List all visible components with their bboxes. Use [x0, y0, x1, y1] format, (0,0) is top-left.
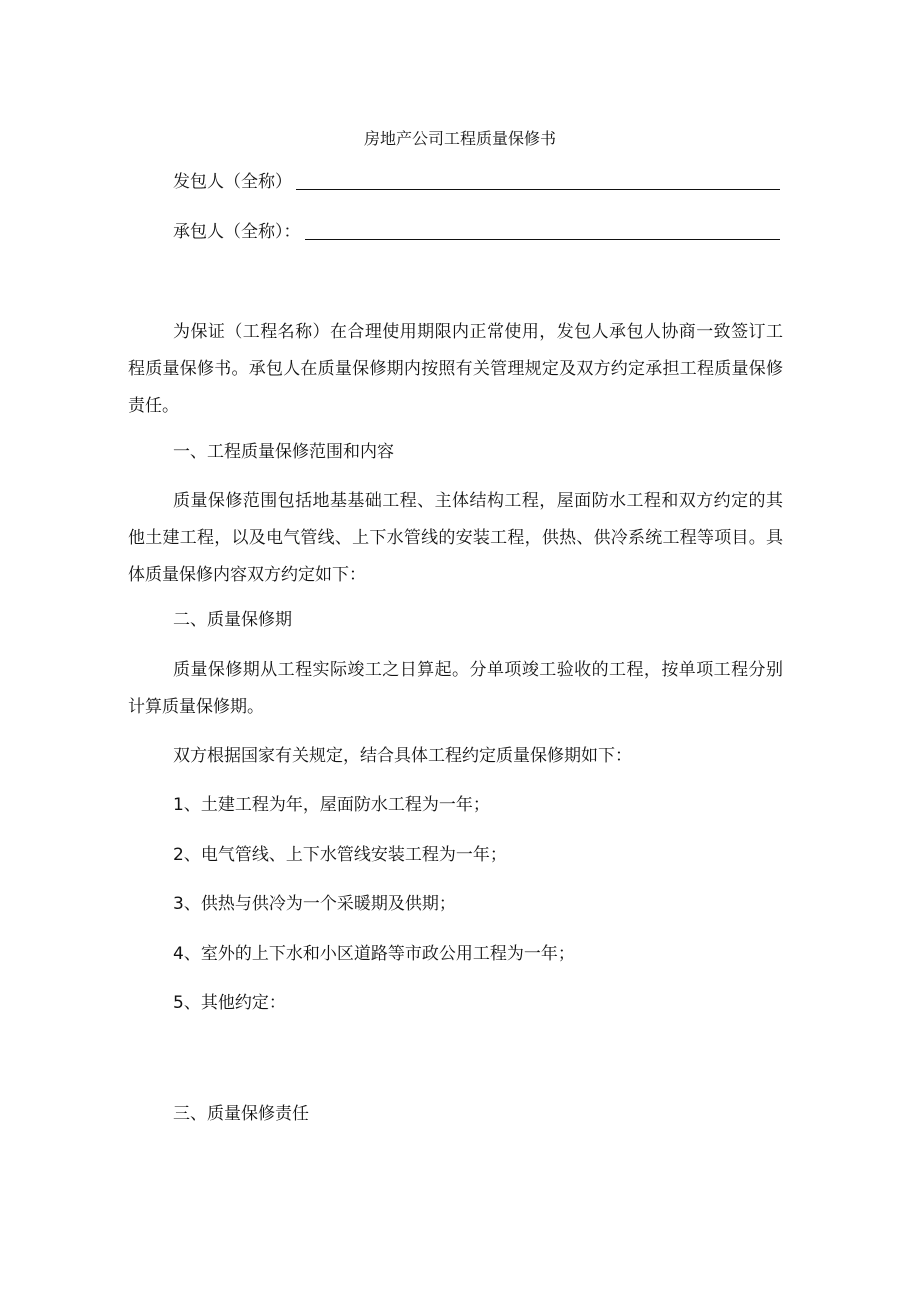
list-item: 1、土建工程为年，屋面防水工程为一年；	[173, 795, 490, 815]
section2-note: 双方根据国家有关规定，结合具体工程约定质量保修期如下：	[173, 746, 632, 766]
contractor-label: 承包人（全称）：	[173, 222, 301, 242]
document-title: 房地产公司工程质量保修书	[363, 129, 556, 148]
list-item: 2、电气管线、上下水管线安装工程为一年；	[173, 845, 507, 865]
section1-heading: 一、工程质量保修范围和内容	[173, 442, 394, 462]
employer-label: 发包人（全称）	[173, 172, 292, 192]
section1-body: 质量保修范围包括地基基础工程、主体结构工程，屋面防水工程和双方约定的其他土建工程，以及电气管线、上下水管线的安装工程，供热、供冷系统工程等项目。具体质量保修内容双方约定如下：	[128, 491, 783, 585]
list-item: 5、其他约定：	[173, 993, 286, 1013]
contractor-field	[173, 219, 780, 245]
contractor-blank-line	[305, 239, 781, 240]
list-item: 4、室外的上下水和小区道路等市政公用工程为一年；	[173, 944, 575, 964]
employer-blank-line	[296, 189, 780, 190]
section2-body: 质量保修期从工程实际竣工之日算起。分单项竣工验收的工程，按单项工程分别计算质量保修期。	[128, 660, 783, 717]
section3-heading: 三、质量保修责任	[173, 1104, 309, 1124]
intro-paragraph: 为保证（工程名称）在合理使用期限内正常使用，发包人承包人协商一致签订工程质量保修书。承包人在质量保修期内按照有关管理规定及双方约定承担工程质量保修责任。	[128, 322, 783, 416]
section2-heading: 二、质量保修期	[173, 610, 292, 630]
list-item: 3、供热与供冷为一个采暖期及供期；	[173, 894, 456, 914]
employer-field	[173, 169, 780, 195]
